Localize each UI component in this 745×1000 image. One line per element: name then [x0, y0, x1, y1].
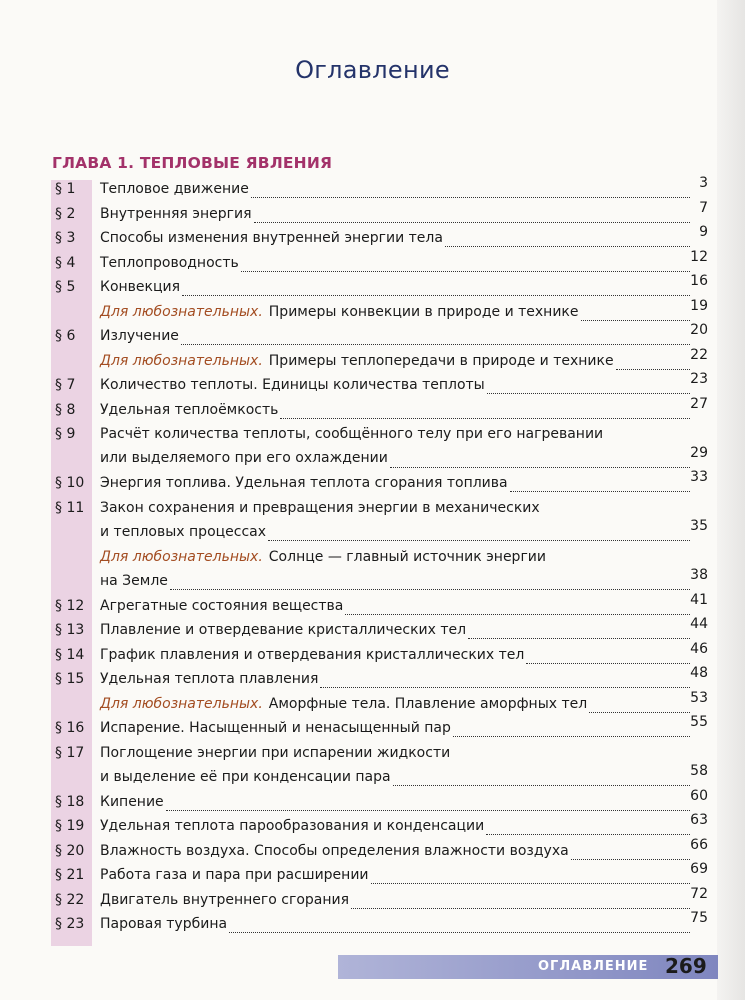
page-number: 55	[690, 714, 708, 730]
entry-title-line	[100, 500, 540, 516]
toc-entry[interactable]	[51, 812, 708, 842]
entry-title-line	[100, 696, 587, 712]
entry-title-text: или выделяемого при его охлаждении	[100, 450, 388, 466]
toc-entry[interactable]	[51, 787, 708, 818]
page-edge-shadow	[717, 0, 745, 1000]
section-number: § 7	[55, 377, 76, 393]
footer-band	[338, 955, 718, 979]
section-number: § 14	[55, 646, 85, 663]
page-number: 66	[690, 836, 708, 853]
entry-title-line	[100, 206, 252, 222]
page-number: 41	[690, 591, 708, 608]
leader-dots	[280, 418, 690, 419]
entry-title-text: Количество теплоты. Единицы количества теплоты	[100, 377, 485, 393]
toc-entry[interactable]	[51, 248, 708, 279]
page-title: Оглавление	[295, 56, 450, 84]
toc-entry[interactable]	[51, 297, 708, 328]
page-number: 20	[690, 322, 708, 338]
page-number: 38	[690, 567, 708, 583]
entry-title-line	[100, 426, 603, 442]
entry-title-line	[100, 475, 508, 491]
leader-dots	[181, 344, 690, 345]
page-number: 72	[690, 885, 708, 902]
entry-title-text: Примеры теплопередачи в природе и технике	[268, 352, 614, 369]
leader-dots	[251, 197, 690, 198]
entry-title-text: Теплопроводность	[100, 254, 239, 271]
entry-title-line	[100, 255, 239, 271]
entry-title-text: Влажность воздуха. Способы определения влажности воздуха	[100, 842, 569, 859]
page-number: 16	[690, 273, 708, 289]
section-number: § 9	[55, 426, 76, 442]
leader-dots	[468, 638, 690, 639]
entry-title-line	[100, 573, 168, 589]
toc-entry[interactable]	[51, 395, 708, 426]
section-number: § 19	[55, 818, 85, 834]
leader-dots	[182, 295, 690, 296]
leader-dots	[616, 369, 690, 370]
page-number: 19	[690, 297, 708, 314]
leader-dots	[390, 467, 690, 468]
toc-entry[interactable]	[51, 665, 708, 695]
page-number: 29	[690, 444, 708, 461]
section-number: § 12	[55, 597, 85, 614]
entry-title-text: Внутренняя энергия	[100, 205, 252, 222]
leader-dots	[229, 932, 690, 933]
entry-title-text: Двигатель внутреннего сгорания	[100, 891, 350, 908]
footer-label: ОГЛАВЛЕНИЕ	[538, 959, 649, 974]
leader-dots	[510, 491, 690, 492]
entry-title-line	[100, 843, 569, 859]
leader-dots	[571, 859, 690, 860]
curious-prefix: Для любознательных.	[100, 303, 263, 320]
entry-title-line	[100, 745, 450, 761]
footer-page-number: 269	[665, 954, 707, 978]
page-number: 69	[690, 861, 708, 877]
entry-title-text: Испарение. Насыщенный и ненасыщенный пар	[100, 720, 451, 736]
entry-title-line	[100, 818, 484, 834]
section-number: § 20	[55, 842, 85, 859]
toc-entry[interactable]	[51, 224, 708, 254]
entry-title-text: Способы изменения внутренней энергии тела	[100, 230, 443, 246]
toc-entry[interactable]	[51, 199, 708, 230]
entry-title-text: Поглощение энергии при испарении жидкости	[100, 744, 451, 761]
entry-title-line	[100, 353, 614, 369]
section-number: § 2	[55, 205, 76, 222]
leader-dots	[453, 736, 690, 737]
entry-title-line	[100, 598, 343, 614]
toc-entry[interactable]	[51, 322, 708, 352]
toc-entry[interactable]	[51, 744, 708, 793]
entry-title-line	[100, 450, 388, 466]
section-number: § 21	[55, 867, 85, 883]
entry-title-line	[100, 647, 524, 663]
entry-title-line	[100, 549, 546, 565]
entry-title-line	[100, 181, 249, 197]
entry-title-text: Конвекция	[100, 279, 181, 295]
page-number: 35	[690, 518, 708, 534]
page-number: 75	[690, 910, 708, 926]
toc-entry[interactable]	[51, 640, 708, 671]
toc-entry[interactable]	[51, 425, 708, 474]
leader-dots	[268, 540, 690, 541]
entry-title-text: График плавления и отвердевания кристаллических тел	[100, 646, 525, 663]
curious-prefix: Для любознательных.	[100, 352, 263, 369]
entry-title-text: Примеры конвекции в природе и технике	[268, 303, 579, 320]
page-number: 7	[699, 199, 708, 216]
leader-dots	[486, 834, 690, 835]
leader-dots	[589, 712, 690, 713]
section-number: § 8	[55, 401, 76, 418]
entry-title-line	[100, 304, 579, 320]
entry-title-line	[100, 279, 180, 295]
section-number: § 4	[55, 254, 76, 271]
leader-dots	[241, 271, 690, 272]
page-number: 22	[690, 346, 708, 363]
entry-title-text: Расчёт количества теплоты, сообщённого телу при его нагревании	[100, 426, 604, 442]
section-number: § 17	[55, 744, 85, 761]
page-number: 53	[690, 689, 708, 706]
curious-prefix: Для любознательных.	[100, 548, 263, 565]
leader-dots	[371, 883, 690, 884]
entry-title-line	[100, 916, 227, 932]
curious-prefix: Для любознательных.	[100, 695, 263, 712]
section-number: § 6	[55, 328, 76, 344]
page-number: 46	[690, 640, 708, 657]
toc-entry[interactable]	[51, 616, 708, 646]
toc-entry[interactable]	[51, 861, 708, 891]
leader-dots	[320, 687, 690, 688]
entry-title-text: Паровая турбина	[100, 916, 228, 932]
entry-title-line	[100, 328, 179, 344]
section-number: § 15	[55, 671, 85, 687]
page-number: 58	[690, 763, 708, 779]
entry-title-text: Излучение	[100, 328, 179, 344]
section-number: § 22	[55, 891, 85, 908]
page-number: 33	[690, 469, 708, 485]
section-number: § 16	[55, 720, 85, 736]
toc-entry[interactable]	[51, 469, 708, 499]
toc-entry[interactable]	[51, 273, 708, 303]
entry-title-text: и выделение её при конденсации пара	[100, 768, 391, 785]
section-number: § 11	[55, 499, 85, 516]
section-number: § 18	[55, 793, 85, 810]
page-number: 60	[690, 787, 708, 804]
leader-dots	[526, 663, 690, 664]
entry-title-text: Плавление и отвердевание кристаллических тел	[100, 622, 467, 638]
toc-entry[interactable]	[51, 346, 708, 377]
chapter-heading: ГЛАВА 1. ТЕПЛОВЫЕ ЯВЛЕНИЯ	[52, 154, 333, 172]
entry-title-text: Кипение	[100, 793, 164, 810]
page-number: 44	[690, 616, 708, 632]
toc-entry[interactable]	[51, 689, 708, 720]
leader-dots	[393, 785, 690, 786]
entry-title-text: Энергия топлива. Удельная теплота сгорания топлива	[100, 475, 508, 491]
entry-title-text: Удельная теплота плавления	[100, 671, 319, 687]
leader-dots	[166, 810, 690, 811]
leader-dots	[351, 908, 690, 909]
entry-title-line	[100, 230, 443, 246]
entry-title-text: Удельная теплота парообразования и конденсации	[100, 818, 485, 834]
page-number: 3	[699, 175, 708, 191]
entry-title-text: Тепловое движение	[100, 181, 249, 197]
page-number: 12	[690, 248, 708, 265]
leader-dots	[254, 222, 690, 223]
entry-title-line	[100, 794, 164, 810]
section-number: § 23	[55, 916, 85, 932]
entry-title-line	[100, 377, 485, 393]
toc-entry[interactable]	[51, 836, 708, 867]
section-number: § 1	[55, 181, 76, 197]
entry-title-line	[100, 720, 451, 736]
entry-title-text: Работа газа и пара при расширении	[100, 867, 369, 883]
section-number: § 10	[55, 475, 85, 491]
toc-entry[interactable]	[51, 548, 708, 597]
entry-title-text: Закон сохранения и превращения энергии в механических	[100, 499, 540, 516]
toc-entry[interactable]	[51, 591, 708, 622]
toc-entry[interactable]	[51, 499, 708, 548]
leader-dots	[345, 614, 690, 615]
page-number: 9	[699, 224, 708, 240]
entry-title-line	[100, 867, 369, 883]
entry-title-text: и тепловых процессах	[100, 523, 267, 540]
toc-entry[interactable]	[51, 885, 708, 916]
toc-entry[interactable]	[51, 371, 708, 401]
entry-title-text: Агрегатные состояния вещества	[100, 597, 344, 614]
entry-title-text: Удельная теплоёмкость	[100, 401, 279, 418]
leader-dots	[170, 589, 690, 590]
leader-dots	[487, 393, 690, 394]
entry-title-line	[100, 671, 318, 687]
section-number: § 5	[55, 279, 76, 295]
entry-title-text: Солнце — главный источник энергии	[268, 548, 546, 565]
page-number: 63	[690, 812, 708, 828]
entry-title-text: Аморфные тела. Плавление аморфных тел	[268, 695, 588, 712]
entry-title-text: на Земле	[100, 572, 168, 589]
entry-title-line	[100, 769, 391, 785]
entry-title-line	[100, 622, 466, 638]
page-number: 48	[690, 665, 708, 681]
toc-entry[interactable]	[51, 175, 708, 205]
leader-dots	[581, 320, 690, 321]
entry-title-line	[100, 524, 266, 540]
leader-dots	[445, 246, 690, 247]
entry-title-line	[100, 892, 349, 908]
section-number: § 13	[55, 622, 85, 638]
section-number: § 3	[55, 230, 76, 246]
page-number: 23	[690, 371, 708, 387]
entry-title-line	[100, 402, 278, 418]
toc-entry[interactable]	[51, 910, 708, 940]
toc-entry[interactable]	[51, 714, 708, 744]
page-number: 27	[690, 395, 708, 412]
